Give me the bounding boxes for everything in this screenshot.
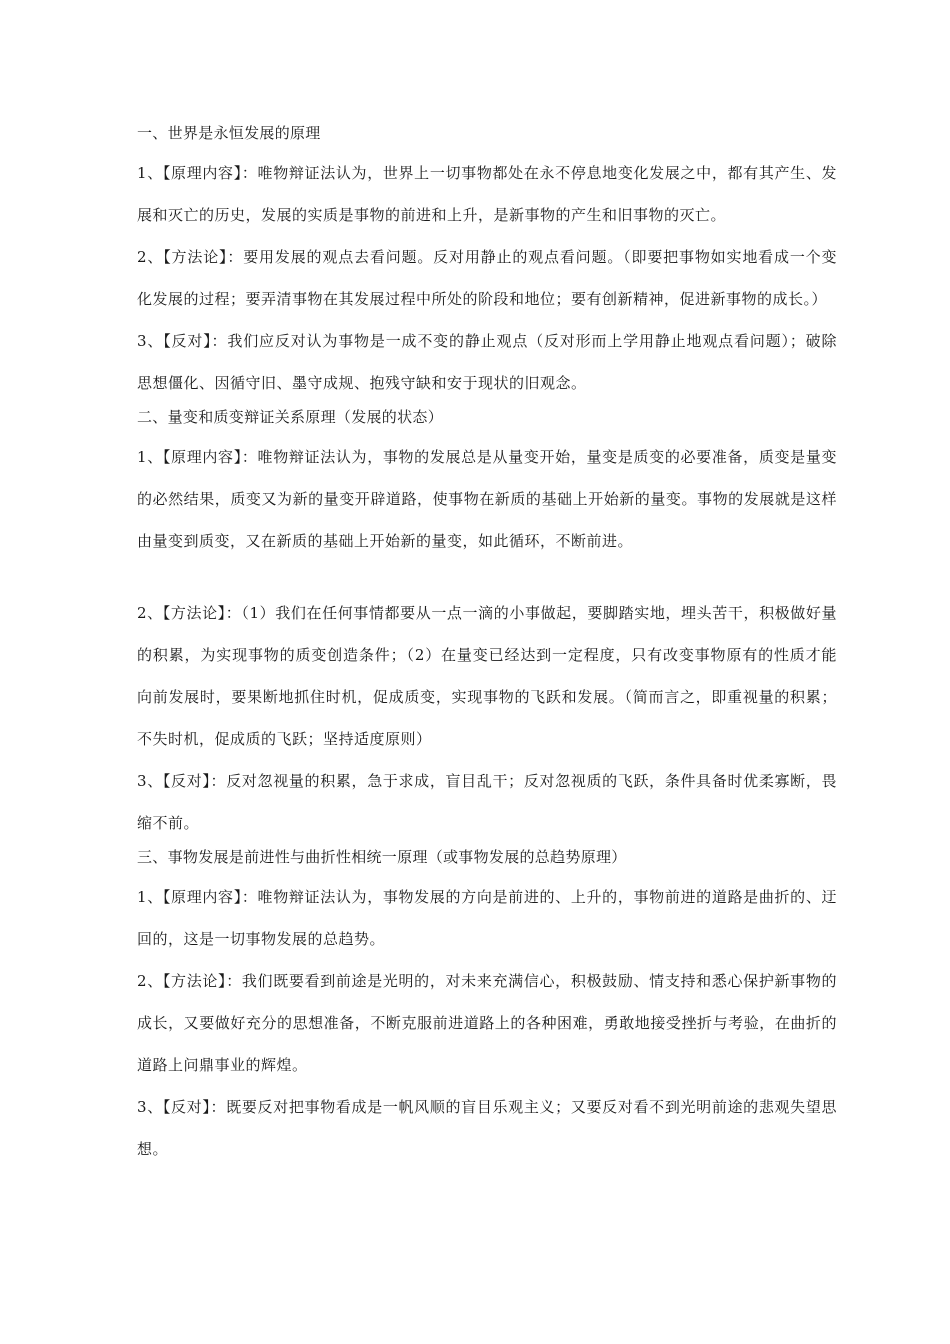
- section-1: [137, 120, 837, 404]
- section-3: [137, 844, 837, 1170]
- blank-line: [137, 562, 837, 592]
- methodology-paragraph: 2、【方法论】：（1）我们在任何事情都要从一点一滴的小事做起，要脚踏实地，埋头苦干，积极做好量的积累，为实现事物的质变创造条件；（2）在量变已经达到一定程度，只有改变事物原有的性质才能向前发展时，要果断地抓住时机，促成质变，实现事物的飞跃和发展。（简而言之，即重视量的积累；不失时机，促成质的飞跃；坚持适度原则）: [137, 604, 837, 748]
- document-page: [137, 120, 837, 1170]
- methodology-paragraph: 2、【方法论】：要用发展的观点去看问题。反对用静止的观点看问题。（即要把事物如实地看成一个变化发展的过程；要弄清事物在其发展过程中所处的阶段和地位；要有创新精神，促进新事物的成长。）: [137, 248, 837, 308]
- principle-paragraph: 1、【原理内容】：唯物辩证法认为，世界上一切事物都处在永不停息地变化发展之中，都有其产生、发展和灭亡的历史，发展的实质是事物的前进和上升，是新事物的产生和旧事物的灭亡。: [137, 164, 837, 224]
- methodology-paragraph: 2、【方法论】：我们既要看到前途是光明的，对未来充满信心，积极鼓励、情支持和悉心保护新事物的成长，又要做好充分的思想准备，不断克服前进道路上的各种困难，勇敢地接受挫折与考验，在曲折的道路上问鼎事业的辉煌。: [137, 972, 837, 1074]
- section-title: 三、事物发展是前进性与曲折性相统一原理（或事物发展的总趋势原理）: [137, 848, 627, 866]
- oppose-paragraph: 3、【反对】：反对忽视量的积累，急于求成，盲目乱干；反对忽视质的飞跃，条件具备时优柔寡断，畏缩不前。: [137, 772, 837, 832]
- principle-paragraph: 1、【原理内容】：唯物辩证法认为，事物发展的方向是前进的、上升的，事物前进的道路是曲折的、迂回的，这是一切事物发展的总趋势。: [137, 888, 837, 948]
- section-2: [137, 404, 837, 844]
- section-title: 二、量变和质变辩证关系原理（发展的状态）: [137, 408, 444, 426]
- principle-paragraph: 1、【原理内容】：唯物辩证法认为，事物的发展总是从量变开始，量变是质变的必要准备，质变是量变的必然结果，质变又为新的量变开辟道路，使事物在新质的基础上开始新的量变。事物的发展就是这样由量变到质变，又在新质的基础上开始新的量变，如此循环，不断前进。: [137, 448, 837, 550]
- oppose-paragraph: 3、【反对】：我们应反对认为事物是一成不变的静止观点（反对形而上学用静止地观点看问题）；破除思想僵化、因循守旧、墨守成规、抱残守缺和安于现状的旧观念。: [137, 332, 837, 392]
- section-title: 一、世界是永恒发展的原理: [137, 124, 321, 142]
- oppose-paragraph: 3、【反对】：既要反对把事物看成是一帆风顺的盲目乐观主义；又要反对看不到光明前途的悲观失望思想。: [137, 1098, 837, 1158]
